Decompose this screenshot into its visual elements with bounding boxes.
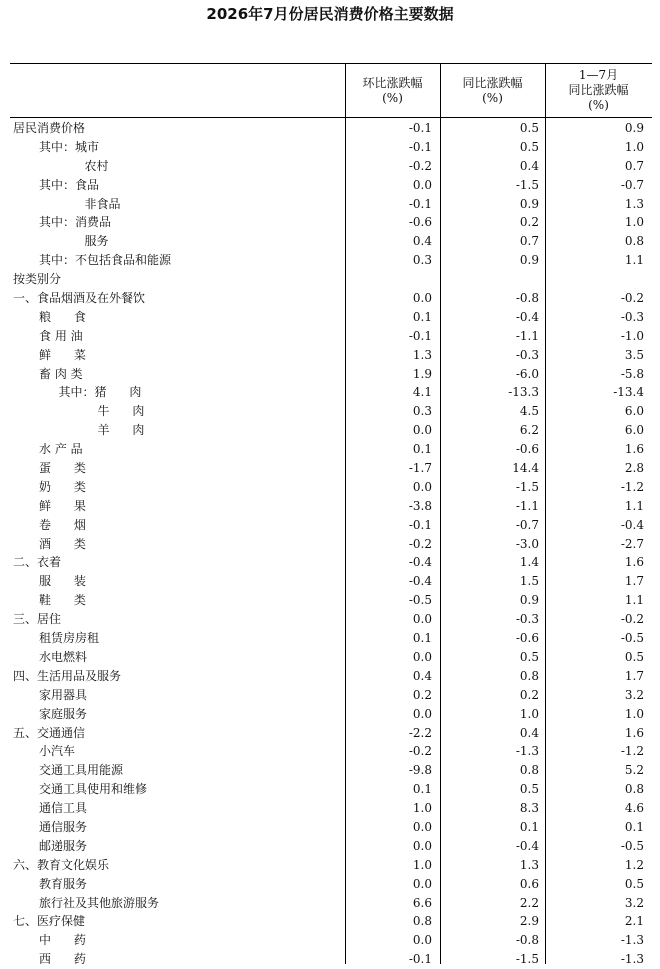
ytd-value: 0.8 — [624, 782, 644, 797]
table-row — [10, 289, 652, 308]
header-yoy-label: 同比涨跌幅 — [462, 75, 523, 90]
mom-value: 0.8 — [412, 914, 432, 929]
table-row — [10, 950, 652, 969]
table-row — [10, 327, 652, 346]
ytd-value: -0.2 — [620, 291, 644, 306]
ytd-value: 0.5 — [624, 649, 644, 664]
ytd-value: -5.8 — [620, 366, 644, 381]
mom-value: 0.0 — [412, 933, 432, 948]
table-row — [10, 724, 652, 743]
mom-value: 0.1 — [412, 631, 432, 646]
ytd-value: 1.6 — [624, 555, 644, 570]
header-ytd — [545, 64, 652, 117]
ytd-value: 0.9 — [624, 121, 644, 135]
ytd-value: 2.1 — [624, 914, 644, 929]
row-label: 鲜 菜 — [39, 347, 86, 362]
ytd-value: 1.0 — [624, 139, 644, 154]
cpi-table — [10, 63, 652, 967]
row-label: 鞋 类 — [39, 593, 86, 608]
ytd-value: -1.0 — [620, 328, 644, 343]
ytd-value: 1.1 — [624, 593, 644, 608]
yoy-value: 0.4 — [519, 158, 539, 173]
mom-value: -0.5 — [408, 593, 432, 608]
row-label: 居民消费价格 — [13, 121, 86, 135]
yoy-value: 0.9 — [519, 196, 539, 211]
mom-value: 1.0 — [412, 857, 432, 872]
mom-value: 0.0 — [412, 819, 432, 834]
row-label: 通信工具 — [39, 801, 88, 816]
table-row — [10, 119, 652, 138]
mom-value: -0.1 — [408, 139, 432, 154]
ytd-value: -1.3 — [620, 952, 644, 967]
yoy-value: -0.3 — [515, 612, 539, 627]
mom-value: -0.1 — [408, 328, 432, 343]
yoy-value: -1.5 — [515, 177, 539, 192]
row-label: 非食品 — [84, 196, 121, 211]
table-row — [10, 308, 652, 327]
mom-value: 0.1 — [412, 782, 432, 797]
table-row — [10, 138, 652, 157]
ytd-value: 3.2 — [624, 687, 644, 702]
yoy-value: -1.5 — [515, 479, 539, 494]
ytd-value: 0.1 — [624, 819, 644, 834]
row-label: 租赁房房租 — [39, 631, 100, 646]
table-row — [10, 780, 652, 799]
mom-value: 0.3 — [412, 404, 432, 419]
table-row — [10, 875, 652, 894]
mom-value: 0.0 — [412, 838, 432, 853]
row-label: 水 产 品 — [39, 442, 83, 457]
ytd-value: 2.8 — [624, 461, 644, 476]
ytd-value: 1.1 — [624, 253, 644, 268]
row-label: 五、交通通信 — [13, 725, 86, 740]
yoy-value: 6.2 — [519, 423, 539, 438]
mom-value: 1.3 — [412, 347, 432, 362]
ytd-value: -0.5 — [620, 838, 644, 853]
yoy-value: 0.4 — [519, 725, 539, 740]
table-row — [10, 213, 652, 232]
row-label: 卷 烟 — [39, 517, 86, 532]
mom-value: 0.0 — [412, 706, 432, 721]
mom-value: -0.1 — [408, 121, 432, 135]
row-label: 四、生活用品及服务 — [13, 668, 122, 683]
row-label: 中 药 — [39, 933, 86, 948]
header-ytd-label: 同比涨跌幅 — [568, 83, 629, 97]
yoy-value: 0.5 — [519, 649, 539, 664]
table-row — [10, 818, 652, 837]
yoy-value: -1.5 — [515, 952, 539, 967]
table-row — [10, 648, 652, 667]
header-mom-unit: (%) — [382, 90, 403, 105]
table-row — [10, 667, 652, 686]
row-label: 邮递服务 — [39, 838, 88, 853]
ytd-value: 0.5 — [624, 876, 644, 891]
yoy-value: 0.5 — [519, 139, 539, 154]
yoy-value: 0.5 — [519, 782, 539, 797]
row-label: 畜 肉 类 — [39, 366, 83, 381]
mom-value: 0.0 — [412, 177, 432, 192]
table-row — [10, 421, 652, 440]
header-mom — [345, 64, 440, 117]
table-row — [10, 270, 652, 289]
mom-value: -0.1 — [408, 952, 432, 967]
row-label: 其中：消费品 — [39, 215, 112, 230]
row-label: 其中：不包括食品和能源 — [39, 253, 172, 268]
yoy-value: -0.3 — [515, 347, 539, 362]
table-row — [10, 497, 652, 516]
header-ytd-unit: (%) — [588, 98, 609, 112]
mom-value: 0.4 — [412, 234, 432, 249]
mom-value: -0.2 — [408, 158, 432, 173]
row-label: 家用器具 — [39, 687, 88, 702]
table-row — [10, 535, 652, 554]
ytd-value: 6.0 — [624, 404, 644, 419]
yoy-value: 2.2 — [519, 895, 539, 910]
ytd-value: -0.4 — [620, 517, 644, 532]
ytd-value: 0.7 — [624, 158, 644, 173]
ytd-value: 1.6 — [624, 725, 644, 740]
ytd-value: 3.5 — [624, 347, 644, 362]
ytd-value: 1.2 — [624, 857, 644, 872]
yoy-value: -1.3 — [515, 744, 539, 759]
ytd-value: -0.7 — [620, 177, 644, 192]
table-row — [10, 572, 652, 591]
ytd-value: 5.2 — [624, 763, 644, 778]
ytd-value: 1.0 — [624, 706, 644, 721]
mom-value: -9.8 — [408, 763, 432, 778]
yoy-value: -3.0 — [515, 536, 539, 551]
row-label: 酒 类 — [39, 536, 86, 551]
table-row — [10, 402, 652, 421]
mom-value: 0.1 — [412, 442, 432, 457]
yoy-value: 0.8 — [519, 668, 539, 683]
mom-value: 0.0 — [412, 876, 432, 891]
ytd-value: 6.0 — [624, 423, 644, 438]
mom-value: 0.2 — [412, 687, 432, 702]
row-label: 交通工具使用和维修 — [39, 782, 148, 797]
header-ytd-period: 1—7月 — [578, 68, 619, 82]
yoy-value: 0.5 — [519, 121, 539, 135]
mom-value: 1.0 — [412, 801, 432, 816]
ytd-value: 1.0 — [624, 215, 644, 230]
row-label: 旅行社及其他旅游服务 — [39, 895, 160, 910]
header-yoy-unit: (%) — [482, 90, 503, 105]
mom-value: -1.7 — [408, 461, 432, 476]
ytd-value: 1.3 — [624, 196, 644, 211]
table-row — [10, 894, 652, 913]
table-row — [10, 232, 652, 251]
mom-value: -0.6 — [408, 215, 432, 230]
row-label: 其中：猪 肉 — [58, 385, 142, 400]
row-label: 食 用 油 — [39, 328, 83, 343]
yoy-value: 0.9 — [519, 593, 539, 608]
row-label: 农村 — [84, 158, 109, 173]
yoy-value: -0.4 — [515, 838, 539, 853]
ytd-value: 1.7 — [624, 668, 644, 683]
table-row — [10, 705, 652, 724]
ytd-value: 4.6 — [624, 801, 644, 816]
mom-value: 4.1 — [412, 385, 432, 400]
header-mom-label: 环比涨跌幅 — [362, 75, 423, 90]
table-row — [10, 157, 652, 176]
row-label: 一、食品烟酒及在外餐饮 — [13, 291, 146, 306]
table-row — [10, 459, 652, 478]
table-row — [10, 251, 652, 270]
row-label: 家庭服务 — [39, 706, 88, 721]
row-label: 小汽车 — [39, 744, 76, 759]
table-row — [10, 610, 652, 629]
row-label: 羊 肉 — [97, 423, 145, 438]
table-row — [10, 195, 652, 214]
mom-value: 0.4 — [412, 668, 432, 683]
mom-value: 0.0 — [412, 479, 432, 494]
yoy-value: 1.5 — [519, 574, 539, 589]
table-row — [10, 176, 652, 195]
mom-value: -0.4 — [408, 555, 432, 570]
row-label: 七、医疗保健 — [13, 914, 86, 929]
ytd-value: 1.7 — [624, 574, 644, 589]
yoy-value: 0.2 — [519, 687, 539, 702]
yoy-value: 0.8 — [519, 763, 539, 778]
row-label: 其中：食品 — [39, 177, 100, 192]
ytd-value: 1.6 — [624, 442, 644, 457]
table-row — [10, 742, 652, 761]
ytd-value: 1.1 — [624, 498, 644, 513]
yoy-value: -0.4 — [515, 309, 539, 324]
yoy-value: -6.0 — [515, 366, 539, 381]
table-row — [10, 761, 652, 780]
ytd-value: 0.8 — [624, 234, 644, 249]
header-yoy — [440, 64, 545, 117]
mom-value: 1.9 — [412, 366, 432, 381]
mom-value: -0.1 — [408, 517, 432, 532]
ytd-value: -0.2 — [620, 612, 644, 627]
yoy-value: 4.5 — [519, 404, 539, 419]
yoy-value: -0.6 — [515, 631, 539, 646]
yoy-value: 2.9 — [519, 914, 539, 929]
ytd-value: -1.2 — [620, 479, 644, 494]
yoy-value: -0.8 — [515, 291, 539, 306]
table-row — [10, 856, 652, 875]
table-row — [10, 629, 652, 648]
table-row — [10, 837, 652, 856]
table-row — [10, 799, 652, 818]
table-row — [10, 912, 652, 931]
ytd-value: -13.4 — [613, 385, 644, 400]
row-label: 奶 类 — [39, 479, 86, 494]
table-row — [10, 931, 652, 950]
yoy-value: -0.7 — [515, 517, 539, 532]
mom-value: -0.2 — [408, 536, 432, 551]
mom-value: -0.1 — [408, 196, 432, 211]
row-label: 蛋 类 — [39, 461, 86, 476]
mom-value: 0.0 — [412, 649, 432, 664]
table-row — [10, 478, 652, 497]
row-label: 六、教育文化娱乐 — [13, 857, 110, 872]
mom-value: -0.4 — [408, 574, 432, 589]
mom-value: 0.0 — [412, 612, 432, 627]
row-label: 水电燃料 — [39, 649, 88, 664]
mom-value: 0.0 — [412, 423, 432, 438]
table-row — [10, 591, 652, 610]
yoy-value: 1.0 — [519, 706, 539, 721]
row-label: 交通工具用能源 — [39, 763, 124, 778]
ytd-value: 3.2 — [624, 895, 644, 910]
row-label: 三、居住 — [13, 612, 62, 627]
ytd-value: -0.5 — [620, 631, 644, 646]
mom-value: -2.2 — [408, 725, 432, 740]
row-label: 二、衣着 — [13, 555, 62, 570]
yoy-value: 1.4 — [519, 555, 539, 570]
yoy-value: 0.1 — [519, 819, 539, 834]
row-label: 牛 肉 — [97, 404, 145, 419]
table-row — [10, 365, 652, 384]
yoy-value: 0.2 — [519, 215, 539, 230]
table-row — [10, 516, 652, 535]
yoy-value: 14.4 — [512, 461, 539, 476]
mom-value: -3.8 — [408, 498, 432, 513]
table-row — [10, 383, 652, 402]
yoy-value: 0.9 — [519, 253, 539, 268]
ytd-value: -1.2 — [620, 744, 644, 759]
row-label: 按类别分 — [13, 272, 62, 287]
row-label: 粮 食 — [39, 309, 86, 324]
table-row — [10, 553, 652, 572]
mom-value: 0.0 — [412, 291, 432, 306]
yoy-value: -1.1 — [515, 328, 539, 343]
table-row — [10, 686, 652, 705]
row-label: 服 装 — [39, 574, 86, 589]
row-label: 教育服务 — [39, 876, 88, 891]
yoy-value: 0.7 — [519, 234, 539, 249]
mom-value: 0.3 — [412, 253, 432, 268]
table-body — [10, 119, 652, 969]
ytd-value: -1.3 — [620, 933, 644, 948]
yoy-value: -13.3 — [508, 385, 539, 400]
ytd-value: -2.7 — [620, 536, 644, 551]
ytd-value: -0.3 — [620, 309, 644, 324]
yoy-value: -0.6 — [515, 442, 539, 457]
yoy-value: 0.6 — [519, 876, 539, 891]
row-label: 西 药 — [39, 952, 86, 967]
yoy-value: -0.8 — [515, 933, 539, 948]
page-title: 2026年7月份居民消费价格主要数据 — [206, 5, 454, 23]
mom-value: -0.2 — [408, 744, 432, 759]
yoy-value: -1.1 — [515, 498, 539, 513]
row-label: 服务 — [84, 234, 109, 249]
yoy-value: 1.3 — [519, 857, 539, 872]
table-row — [10, 346, 652, 365]
row-label: 鲜 果 — [39, 498, 86, 513]
table-row — [10, 440, 652, 459]
mom-value: 6.6 — [412, 895, 432, 910]
row-label: 其中：城市 — [39, 139, 100, 154]
mom-value: 0.1 — [412, 309, 432, 324]
yoy-value: 8.3 — [519, 801, 539, 816]
row-label: 通信服务 — [39, 819, 88, 834]
header-divider — [10, 117, 652, 118]
